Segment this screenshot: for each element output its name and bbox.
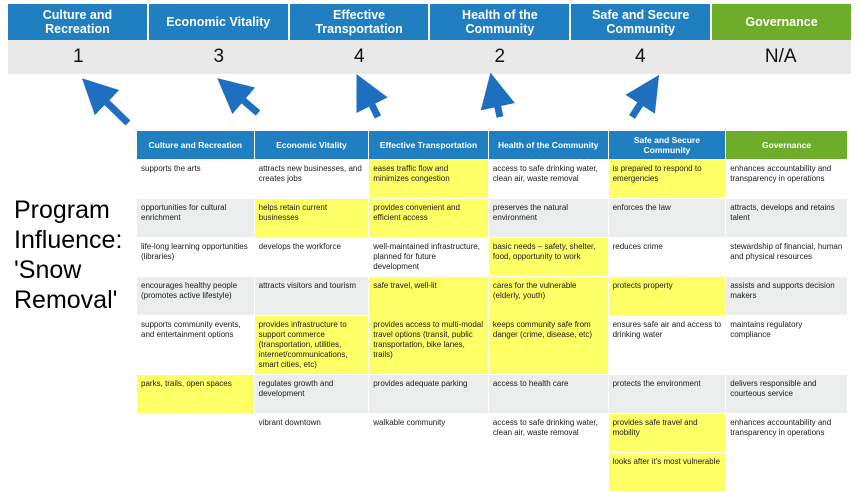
matrix-cell: encourages healthy people (promotes active lifestyle) — [137, 277, 254, 316]
matrix-header-governance: Governance — [726, 131, 847, 160]
scorecard-header-label: Health of the Community — [462, 8, 538, 36]
arrow-economic-vitality — [230, 89, 258, 113]
scorecard-header-label: Culture and Recreation — [42, 8, 113, 36]
matrix-cell: keeps community safe from danger (crime, disease, etc) — [488, 316, 608, 375]
arrow-culture-and-recreation — [94, 90, 128, 123]
matrix-cell: provides adequate parking — [369, 375, 489, 414]
matrix-cell: attracts, develops and retains talent — [726, 199, 847, 238]
matrix-cell: regulates growth and development — [254, 375, 369, 414]
matrix-cell: protects property — [608, 277, 726, 316]
scorecard-score-row — [8, 40, 851, 74]
matrix-cell: basic needs – safety, shelter, food, opportunity to work — [488, 238, 608, 277]
matrix-cell: provides access to multi-modal travel options (transit, public transportation, bike lanes, trails) — [369, 316, 489, 375]
matrix-cell: parks, trails, open spaces — [137, 375, 254, 414]
matrix-cell — [254, 453, 369, 492]
matrix-cell: walkable community — [369, 414, 489, 453]
matrix-cell: access to safe drinking water, clean air, waste removal — [488, 160, 608, 199]
table-row — [137, 199, 847, 238]
matrix-cell: provides infrastructure to support commerce (transportation, utilities, internet/communications, smart cities, etc) — [254, 316, 369, 375]
matrix-cell: assists and supports decision makers — [726, 277, 847, 316]
matrix-cell: supports community events, and entertainment options — [137, 316, 254, 375]
score-governance: N/A — [764, 46, 797, 67]
scorecard-header-safe-and-secure-community — [571, 4, 712, 40]
scorecard-header-governance — [712, 4, 851, 40]
matrix-cell — [369, 453, 489, 492]
influence-matrix-table — [137, 131, 847, 492]
arrow-health-of-the-community — [494, 89, 500, 117]
matrix-cell: reduces crime — [608, 238, 726, 277]
matrix-cell: vibrant downtown — [254, 414, 369, 453]
arrow-effective-transportation — [364, 89, 378, 117]
matrix-cell: well-maintained infrastructure, planned for future development — [369, 238, 489, 277]
scorecard-header-label: Safe and Secure Community — [592, 8, 690, 36]
matrix-cell: protects the environment — [608, 375, 726, 414]
matrix-cell: provides safe travel and mobility — [608, 414, 726, 453]
matrix-cell: enhances accountability and transparency in operations — [726, 414, 847, 453]
table-row — [137, 277, 847, 316]
matrix-cell: delivers responsible and courteous service — [726, 375, 847, 414]
table-row — [137, 238, 847, 277]
score-effective-transportation: 4 — [353, 46, 365, 67]
matrix-cell — [137, 414, 254, 453]
score-culture-and-recreation: 1 — [72, 46, 84, 67]
matrix-cell: enforces the law — [608, 199, 726, 238]
scorecard-header-label: Governance — [745, 15, 818, 29]
matrix-header-safe-and-secure-community: Safe and Secure Community — [608, 131, 726, 160]
matrix-header-row — [137, 131, 847, 160]
scorecard-band — [8, 4, 851, 74]
matrix-header-effective-transportation: Effective Transportation — [369, 131, 489, 160]
score-economic-vitality: 3 — [213, 46, 225, 67]
matrix-cell: is prepared to respond to emergencies — [608, 160, 726, 199]
scorecard-header-culture-and-recreation — [8, 4, 149, 40]
scorecard-header-economic-vitality — [149, 4, 290, 40]
matrix-cell: ensures safe air and access to drinking water — [608, 316, 726, 375]
program-influence-caption: Program Influence: 'Snow Removal' — [14, 196, 123, 314]
matrix-cell: maintains regulatory compliance — [726, 316, 847, 375]
matrix-cell: access to safe drinking water, clean air, waste removal — [488, 414, 608, 453]
matrix-cell: opportunities for cultural enrichment — [137, 199, 254, 238]
influence-matrix — [137, 131, 847, 492]
matrix-cell: supports the arts — [137, 160, 254, 199]
matrix-cell — [488, 453, 608, 492]
table-row — [137, 316, 847, 375]
score-safe-and-secure-community: 4 — [634, 46, 646, 67]
matrix-cell: attracts visitors and tourism — [254, 277, 369, 316]
matrix-cell: develops the workforce — [254, 238, 369, 277]
matrix-cell: helps retain current businesses — [254, 199, 369, 238]
matrix-cell: preserves the natural environment — [488, 199, 608, 238]
table-row — [137, 375, 847, 414]
matrix-cell: safe travel, well-lit — [369, 277, 489, 316]
matrix-cell: attracts new businesses, and creates jobs — [254, 160, 369, 199]
matrix-cell: looks after it's most vulnerable — [608, 453, 726, 492]
table-row — [137, 414, 847, 453]
scorecard-header-health-of-the-community — [430, 4, 571, 40]
arrow-safe-and-secure-community — [632, 89, 650, 117]
matrix-cell — [137, 453, 254, 492]
matrix-cell: eases traffic flow and minimizes congestion — [369, 160, 489, 199]
score-health-of-the-community: 2 — [494, 46, 506, 67]
matrix-cell: cares for the vulnerable (elderly, youth) — [488, 277, 608, 316]
matrix-header-economic-vitality: Economic Vitality — [254, 131, 369, 160]
matrix-header-health-of-the-community: Health of the Community — [488, 131, 608, 160]
scorecard-header-row — [8, 4, 851, 40]
matrix-cell: stewardship of financial, human and physical resources — [726, 238, 847, 277]
matrix-cell: provides convenient and efficient access — [369, 199, 489, 238]
table-row — [137, 453, 847, 492]
matrix-cell: access to health care — [488, 375, 608, 414]
matrix-cell — [726, 453, 847, 492]
matrix-cell: life-long learning opportunities (libraries) — [137, 238, 254, 277]
matrix-header-culture-and-recreation: Culture and Recreation — [137, 131, 254, 160]
scorecard-header-label: Effective Transportation — [315, 8, 403, 36]
scorecard-header-label: Economic Vitality — [166, 15, 271, 29]
table-row — [137, 160, 847, 199]
matrix-cell: enhances accountability and transparency in operations — [726, 160, 847, 199]
scorecard-header-effective-transportation — [290, 4, 431, 40]
